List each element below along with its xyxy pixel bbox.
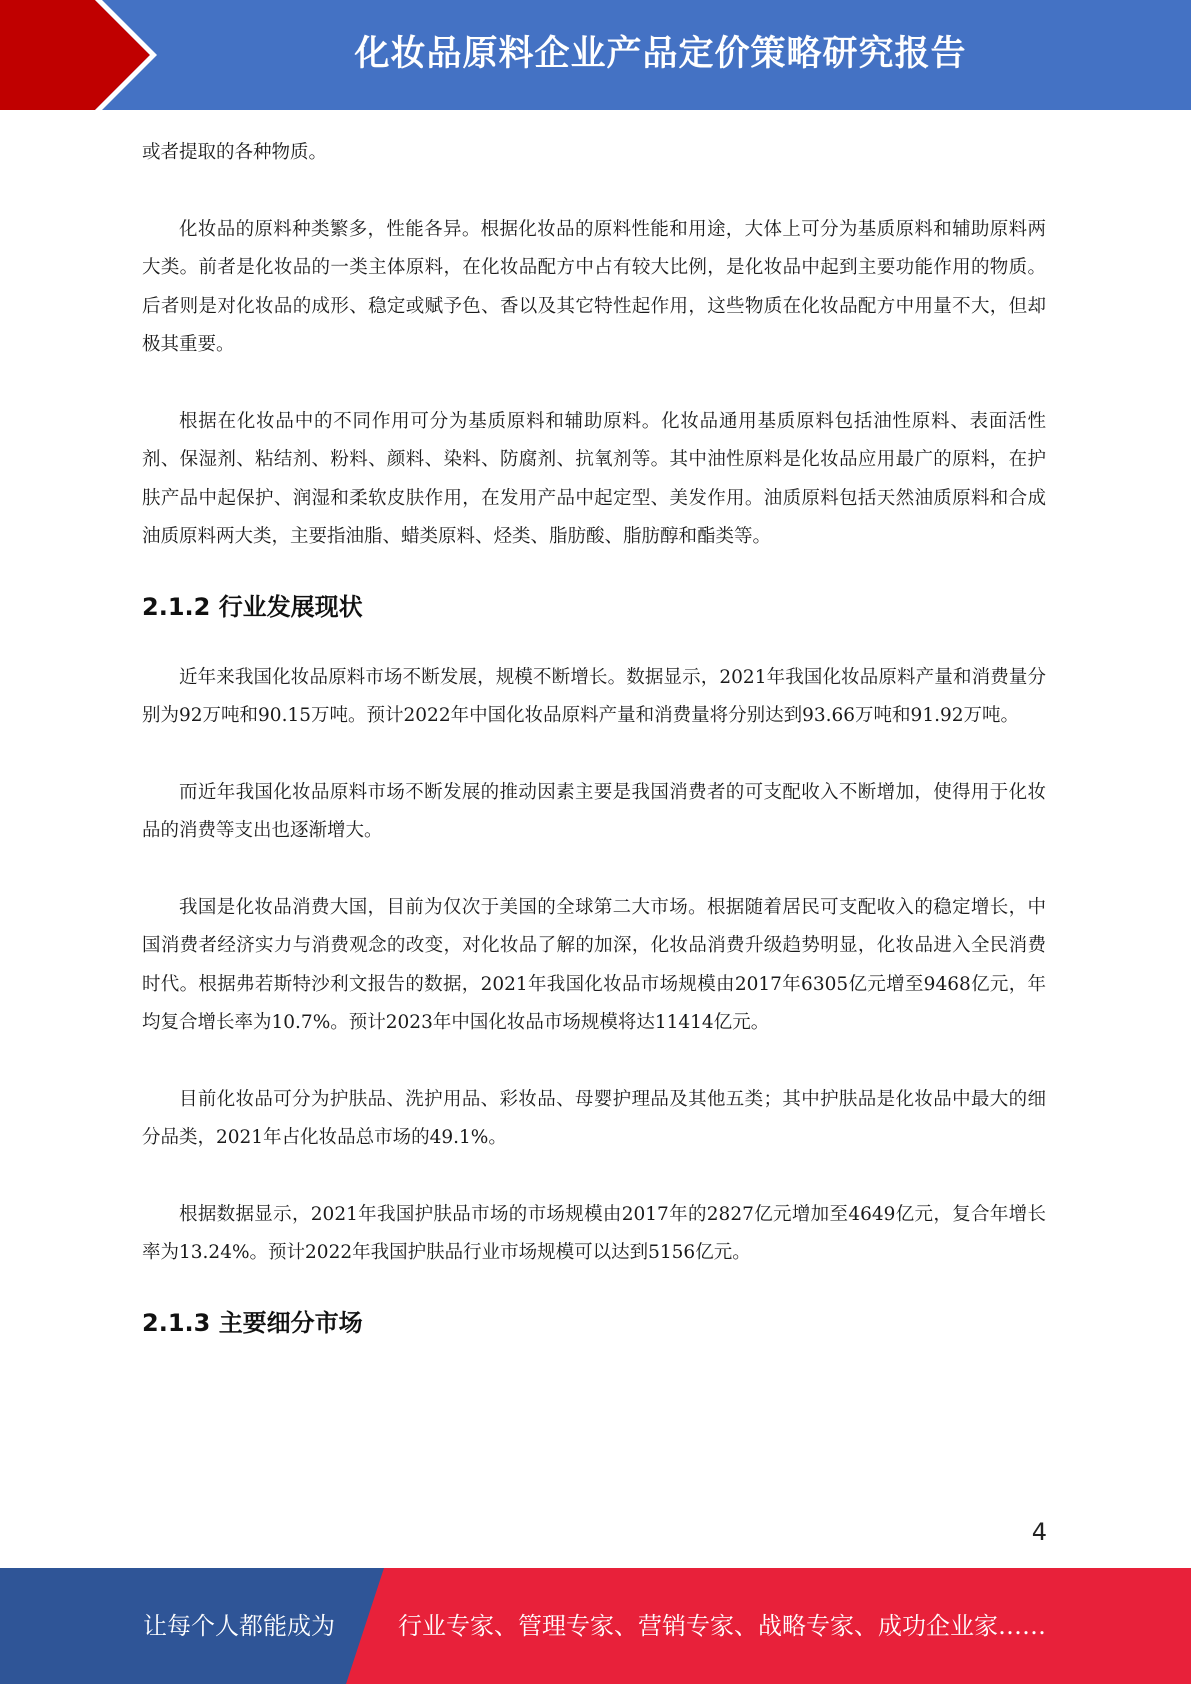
paragraph-7: 目前化妆品可分为护肤品、洗护用品、彩妆品、母婴护理品及其他五类；其中护肤品是化妆品中最大的细分品类，2021年占化妆品总市场的49.1%。 bbox=[142, 1088, 1046, 1148]
paragraph-6: 我国是化妆品消费大国，目前为仅次于美国的全球第二大市场。根据随着居民可支配收入的稳定增长，中国消费者经济实力与消费观念的改变，对化妆品了解的加深，化妆品消费升级趋势明显，化妆品进入全民消费时代。根据弗若斯特沙利文报告的数据，2021年我国化妆品市场规模由2017年6305亿元增至9468亿元，年均复合增长率为10.7%。预计2023年中国化妆品市场规模将达11414亿元。 bbox=[142, 896, 1046, 1033]
paragraph-1: 或者提取的各种物质。 bbox=[142, 142, 328, 163]
page-header bbox=[0, 0, 1191, 110]
paragraph-2: 化妆品的原料种类繁多，性能各异。根据化妆品的原料性能和用途，大体上可分为基质原料和辅助原料两大类。前者是化妆品的一类主体原料，在化妆品配方中占有较大比例，是化妆品中起到主要功能作用的物质。后者则是对化妆品的成形、稳定或赋予色、香以及其它特性起作用，这些物质在化妆品配方中用量不大，但却极其重要。 bbox=[142, 218, 1046, 355]
paragraph-8: 根据数据显示，2021年我国护肤品市场的市场规模由2017年的2827亿元增加至4649亿元，复合年增长率为13.24%。预计2022年我国护肤品行业市场规模可以达到5156亿元。 bbox=[142, 1203, 1046, 1263]
page-footer bbox=[0, 1568, 1191, 1684]
paragraph-3: 根据在化妆品中的不同作用可分为基质原料和辅助原料。化妆品通用基质原料包括油性原料、表面活性剂、保湿剂、粘结剂、粉料、颜料、染料、防腐剂、抗氧剂等。其中油性原料是化妆品应用最广的原料，在护肤产品中起保护、润湿和柔软皮肤作用，在发用产品中起定型、美发作用。油质原料包括天然油质原料和合成油质原料两大类，主要指油脂、蜡类原料、烃类、脂肪酸、脂肪醇和酯类等。 bbox=[142, 410, 1046, 547]
page-content bbox=[142, 134, 1046, 1343]
document-title: 化妆品原料企业产品定价策略研究报告 bbox=[354, 34, 967, 74]
footer-slogan-right: 行业专家、管理专家、营销专家、战略专家、成功企业家…… bbox=[398, 1612, 1046, 1640]
footer-slogan-left: 让每个人都能成为 bbox=[143, 1612, 335, 1640]
paragraph-5: 而近年我国化妆品原料市场不断发展的推动因素主要是我国消费者的可支配收入不断增加，使得用于化妆品的消费等支出也逐渐增大。 bbox=[142, 781, 1046, 841]
paragraph-4: 近年来我国化妆品原料市场不断发展，规模不断增长。数据显示，2021年我国化妆品原料产量和消费量分别为92万吨和90.15万吨。预计2022年中国化妆品原料产量和消费量将分别达到93.66万吨和91.92万吨。 bbox=[142, 666, 1046, 726]
section-heading-2-1-3: 2.1.3 主要细分市场 bbox=[142, 1308, 363, 1337]
page-number: 4 bbox=[1031, 1518, 1047, 1546]
section-heading-2-1-2: 2.1.2 行业发展现状 bbox=[142, 592, 363, 621]
